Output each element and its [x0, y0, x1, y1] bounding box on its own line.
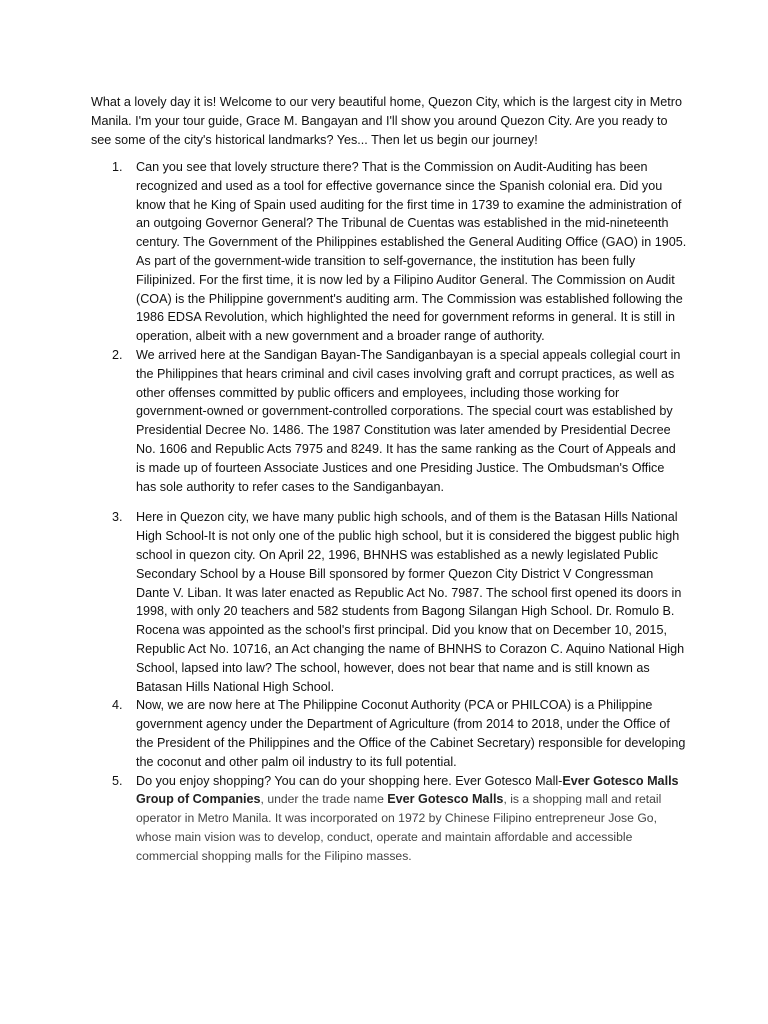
- trade-name-bold: Ever Gotesco Malls: [387, 792, 504, 807]
- list-item-text: We arrived here at the Sandigan Bayan-The Sandiganbayan is a special appeals collegial court in the Philippines that hears criminal and civil cases involving graft and corrupt practices, as well as other offenses committed by public officers and employees, including those working for government-owned or government-controlled corporations. The special court was established by Presidential Decree No. 1486. The 1987 Constitution was later amended by Presidential Decree No. 1606 and Republic Acts 7975 and 8249. It has the same ranking as the Court of Appeals and is made up of fourteen Associate Justices and one Presiding Justice. The Ombudsman's Office has sole authority to refer cases to the Sandiganbayan.: [136, 347, 681, 494]
- list-item-mid-text: , under the trade name: [260, 792, 388, 807]
- list-item-number: 4.: [112, 698, 123, 713]
- landmarks-list: [91, 158, 687, 865]
- list-item-number: 3.: [112, 510, 123, 525]
- list-item-number: 1.: [112, 160, 123, 174]
- intro-paragraph: What a lovely day it is! Welcome to our very beautiful home, Quezon City, which is the largest city in Metro Manila. I'm your tour guide, Grace M. Bangayan and I'll show you around Quezon City. Are you ready to see some of the city's historical landmarks? Yes... Then let us begin our journey!: [91, 95, 682, 147]
- list-item: [91, 346, 687, 496]
- list-item-text: Now, we are now here at The Philippine Coconut Authority (PCA or PHILCOA) is a Philippine government agency under the Department of Agriculture (from 2014 to 2018, under the Office of the President of the Philippines and the Office of the Cabinet Secretary) responsible for developing the coconut and other palm oil industry to its full potential.: [136, 698, 686, 769]
- list-item-text: Can you see that lovely structure there? That is the Commission on Audit-Auditing has been recognized and used as a tool for effective governance since the Spanish colonial era. Did you know that he King of Spain used auditing for the first time in 1739 to examine the administration of an outgoing Governor General? The Tribunal de Cuentas was established in the mid-nineteenth century. The Government of the Philippines established the General Auditing Office (GAO) in 1905. As part of the government-wide transition to self-governance, the institution has been fully Filipinized. For the first time, it is now led by a Filipino Auditor General. The Commission on Audit (COA) is the Philippine government's auditing arm. The Commission was established following the 1986 EDSA Revolution, which highlighted the need for government reforms in general. It is still in operation, albeit with a new government and a broader range of authority.: [136, 160, 687, 344]
- list-item: [91, 158, 687, 346]
- list-item: [91, 772, 687, 866]
- list-item-number: 2.: [112, 347, 123, 362]
- list-item-lead-text: Do you enjoy shopping? You can do your shopping here. Ever Gotesco Mall-: [136, 773, 563, 788]
- list-item-tail-text: , is a shopping mall and retail operator in Metro Manila. It was incorporated on 1972 by Chinese Filipino entrepreneur Jose Go, whose main vision was to develop, conduct, operate and maintain affordable and accessible commercial shopping malls for the Filipino masses.: [136, 792, 662, 863]
- list-item-number: 5.: [112, 773, 123, 788]
- list-item-text: Here in Quezon city, we have many public high schools, and of them is the Batasan Hills National High School-It is not only one of the public high school, but it is considered the biggest public high school in quezon city. On April 22, 1996, BHNHS was established as a newly legislated Public Secondary School by a House Bill sponsored by former Quezon City District V Congressman Dante V. Liban. It was later enacted as Republic Act No. 7987. The school first opened its doors in 1998, with only 20 teachers and 582 students from Bagong Silangan High School. Dr. Romulo B. Rocena was appointed as the school's first principal. Did you know that on December 10, 2015, Republic Act No. 10716, an Act changing the name of BHNHS to Corazon C. Aquino National High School, lapsed into law? The school, however, does not bear that name and is still known as Batasan Hills National High School.: [136, 510, 685, 694]
- company-name-bold: Ever Gotesco Malls Group of Companies: [136, 773, 679, 807]
- list-item: [91, 696, 687, 771]
- list-item: [91, 508, 687, 696]
